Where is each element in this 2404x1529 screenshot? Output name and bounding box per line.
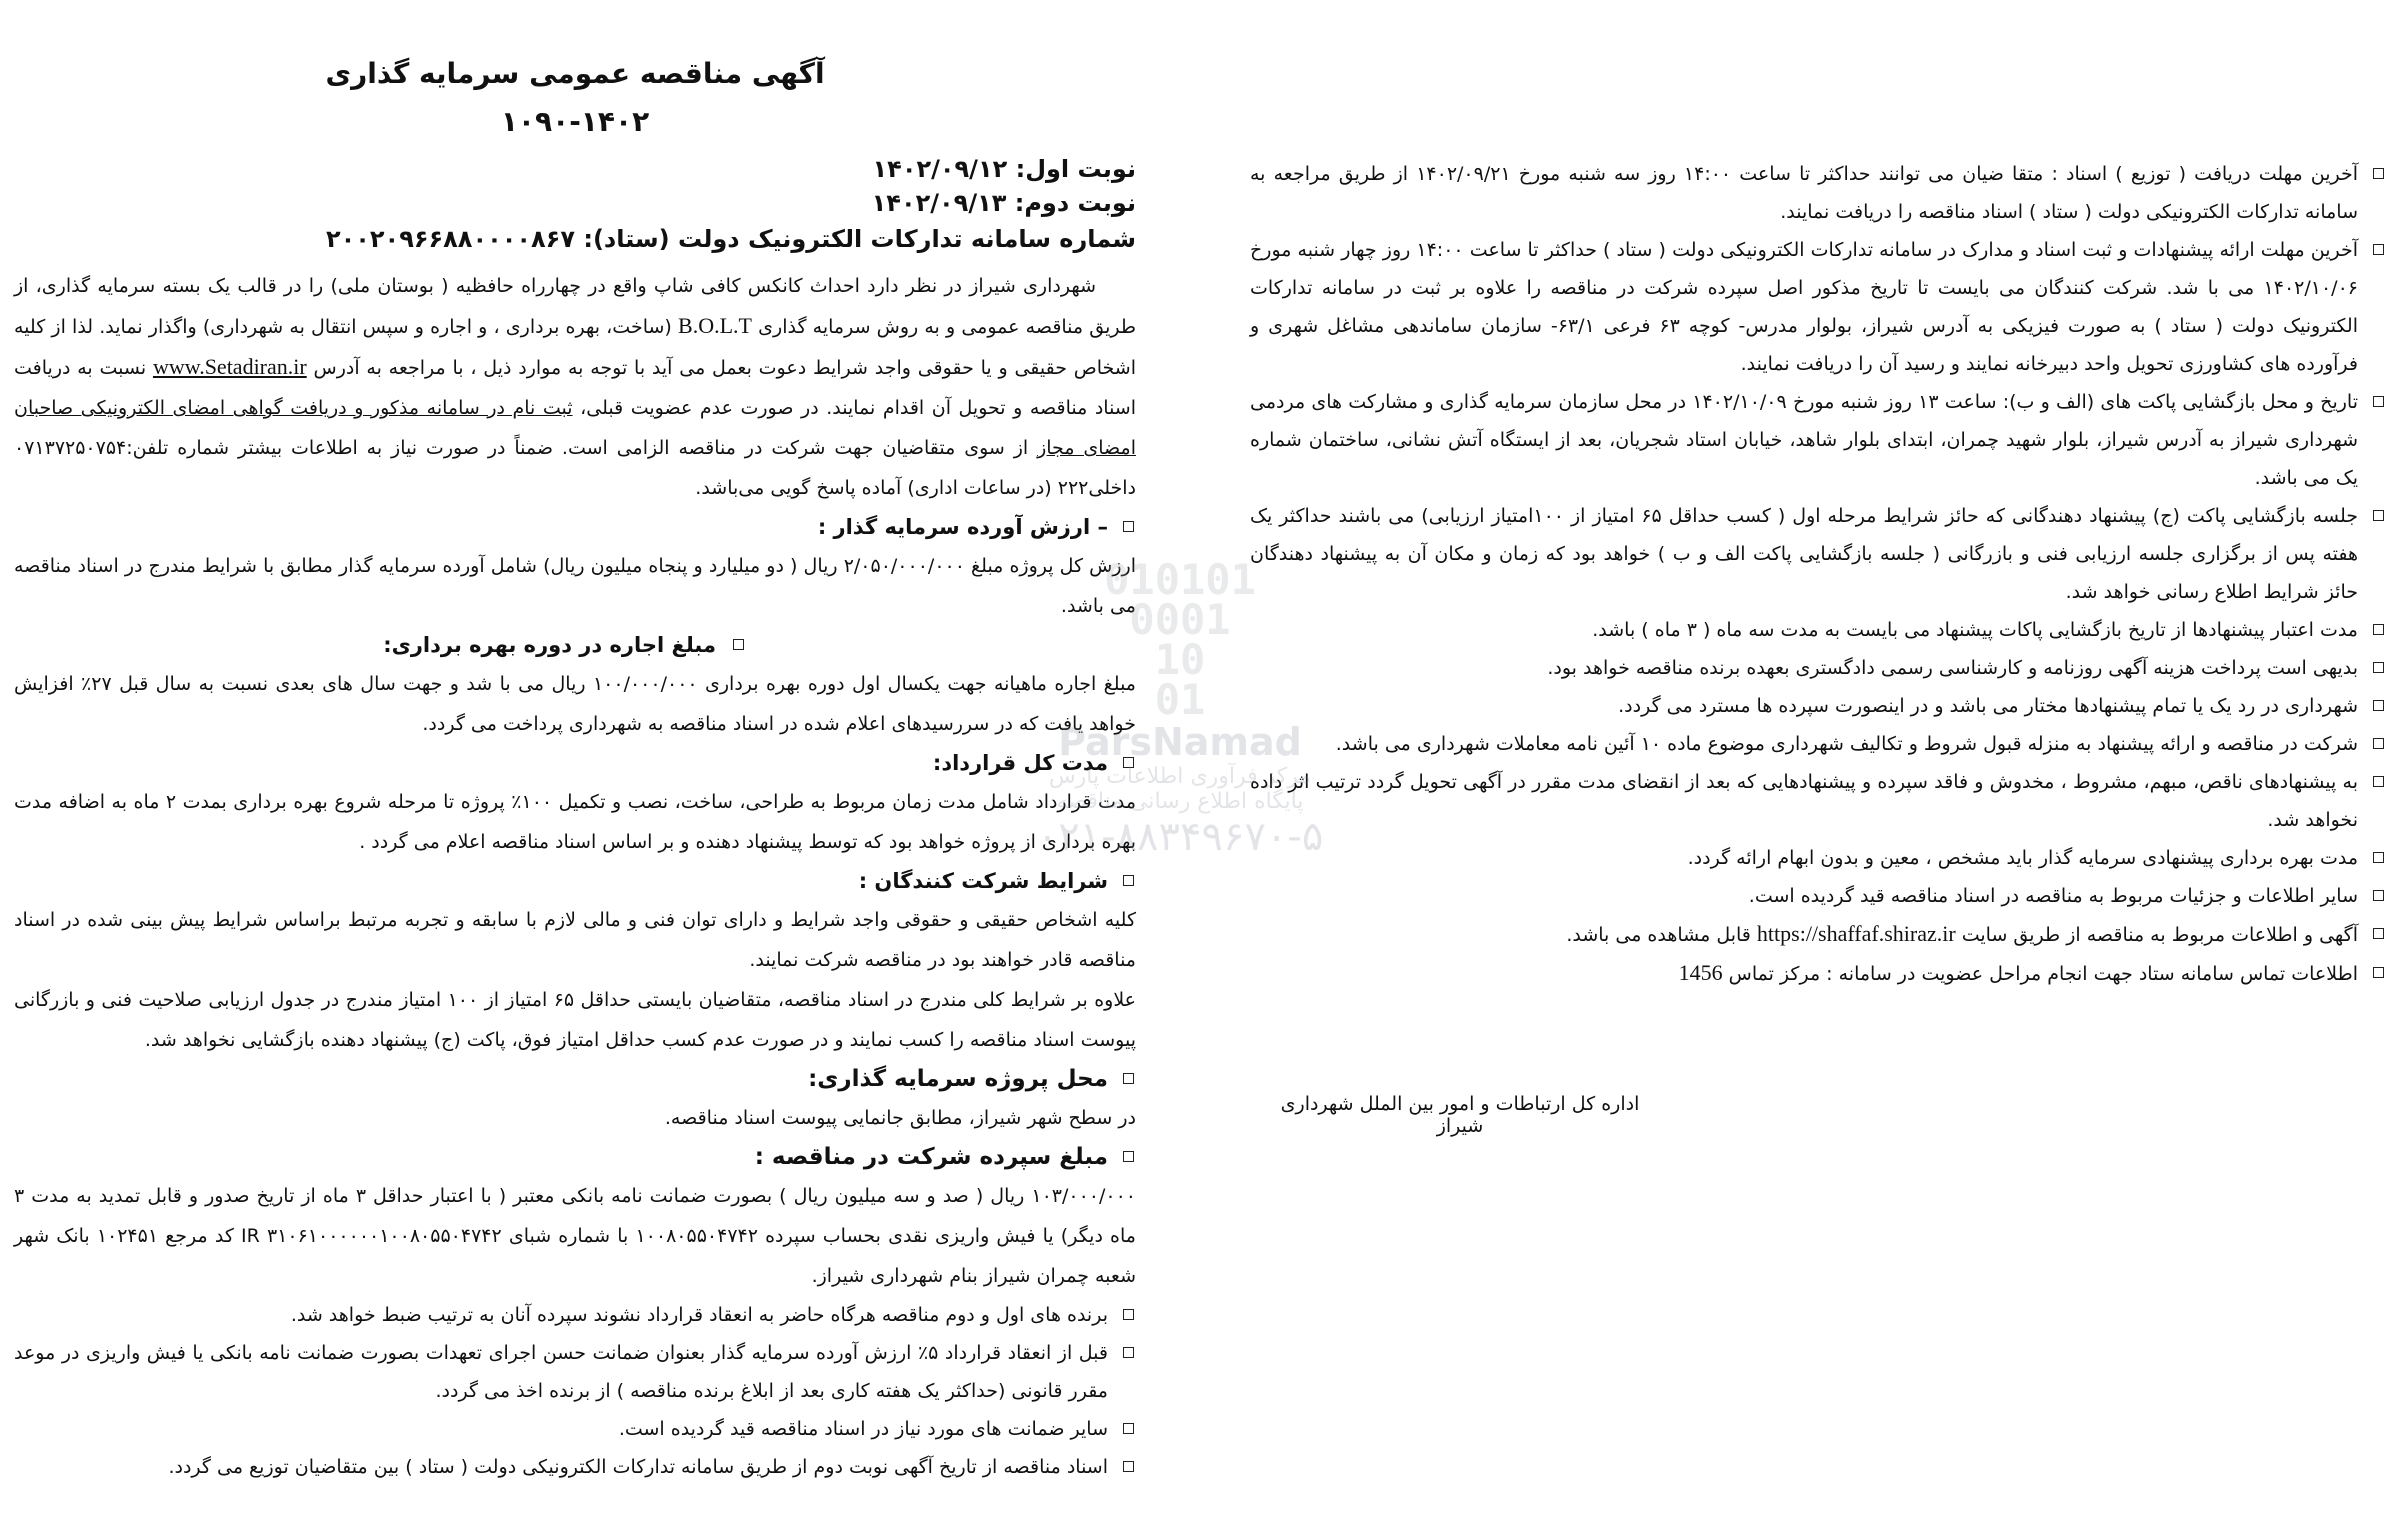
bullet-document-distribution: اسناد مناقصه از تاریخ آگهی نوبت دوم از طریق سامانه تدارکات الکترونیکی دولت ( ستاد ) بین متقاضیان توزیع می گردد. xyxy=(14,1448,1136,1486)
intro-paragraph: شهرداری شیراز در نظر دارد احداث کانکس کافی شاپ واقع در چهارراه حافظیه ( بوستان ملی) را در قالب یک بسته سرمایه گذاری، از طریق مناقصه عمومی و به روش سرمایه گذاری B.O.L.T (ساخت، بهره برداری ، و اجاره و سپس انتقال به شهرداری) واگذار نماید. لذا از کلیه اشخاص حقیقی و یا حقوقی واجد شرایط دعوت بعمل می آید با توجه به موارد ذیل ، با مراجعه به آدرس www.Setadiran.ir نسبت به دریافت اسناد مناقصه و تحویل آن اقدام نمایند. در صورت عدم عضویت قبلی، ثبت نام در سامانه مذکور و دریافت گواهی امضای الکترونیکی صاحبان امضای مجاز از سوی متقاضیان جهت شرکت در مناقصه الزامی است. ضمناً در صورت نیاز به اطلاعات بیشتر شماره تلفن:۰۷۱۳۷۲۵۰۷۵۴ داخلی۲۲۲ (در ساعات اداری) آماده پاسخ گویی می‌باشد. xyxy=(14,275,1137,499)
setadiran-link[interactable]: www.Setadiran.ir xyxy=(152,354,307,379)
checkbox-bullet-icon xyxy=(1123,521,1134,532)
checkbox-bullet-icon xyxy=(2373,244,2384,255)
setad-system-number: شماره سامانه تدارکات الکترونیک دولت (ستاد): ۲۰۰۲۰۹۶۶۸۸۰۰۰۰۸۶۷ xyxy=(325,225,1136,253)
watermark-binary-line: 10 xyxy=(1154,635,1206,684)
checkbox-bullet-icon xyxy=(2373,967,2384,978)
watermark-phone: ۰۲۱-۸۸۳۴۹۶۷۰-۵ xyxy=(1036,814,1324,860)
contract-duration-text: مدت قرارداد شامل مدت زمان مربوط به طراحی، ساخت، نصب و تکمیل ۱۰۰٪ پروژه تا مرحله شروع بهره برداری بمدت ۲ ماه به اضافه مدت بهره برداری از پروژه خواهد بود که توسط پیشنهاد دهنده و بر اساس اسناد مناقصه اعلام می گردد . xyxy=(14,791,1136,853)
checkbox-bullet-icon xyxy=(2373,852,2384,863)
announcement-column xyxy=(14,50,1136,1486)
bullet-opening-ab: تاریخ و محل بازگشایی پاکت های (الف و ب): ساعت ۱۳ روز شنبه مورخ ۱۴۰۲/۱۰/۰۹ در محل سازمان سرمایه گذاری و مشارکت های مردمی شهرداری شیراز به آدرس شیراز، بلوار شهید چمران، ابتدای بلوار شاهد، خیابان استاد شجریان، بعد از ایستگاه آتش نشانی، ساختمان شماره یک می باشد. xyxy=(1250,383,2386,497)
participant-conditions-text: کلیه اشخاص حقیقی و حقوقی واجد شرایط و دارای توان فنی و مالی لازم با سابقه و تجربه مرتبط براساس شرایط پیش بینی شده در اسناد مناقصه قادر خواهند بود در مناقصه شرکت نمایند. xyxy=(14,909,1136,971)
checkbox-bullet-icon xyxy=(1123,1461,1134,1472)
watermark-binary-line: 01 xyxy=(1154,675,1206,724)
checkbox-bullet-icon xyxy=(1123,1423,1134,1434)
bullet-proposal-deadline: آخرین مهلت ارائه پیشنهادات و ثبت اسناد و مدارک در سامانه تدارکات الکترونیکی دولت ( ستاد ) حداکثر تا ساعت ۱۴:۰۰ روز چهار شنبه مورخ ۱۴۰۲/۱۰/۰۶ می با شد. شرکت کنندگان می بایست تا تاریخ مذکور اصل سپرده شرکت در مناقصه را علاوه بر ثبت در سامانه تدارکات الکترونیک دولت ( ستاد ) به صورت فیزیکی به آدرس شیراز، بولوار مدرس- کوچه ۶۳ فرعی ۶۳/۱- سازمان ساماندهی مشاغل شهری و فرآورده های کشاورزی تحویل واحد دبیرخانه نمایند و رسید آن را دریافت نمایند. xyxy=(1250,231,2386,383)
bullet-contact: اطلاعات تماس سامانه ستاد جهت انجام مراحل عضویت در سامانه : مرکز تماس 1456 xyxy=(1250,954,2386,993)
checkbox-bullet-icon xyxy=(2373,700,2384,711)
bullet-other-info: سایر اطلاعات و جزئیات مربوط به مناقصه در اسناد مناقصه قید گردیده است. xyxy=(1250,877,2386,915)
checkbox-bullet-icon xyxy=(2373,928,2384,939)
checkbox-bullet-icon xyxy=(1123,1073,1134,1084)
watermark-caption: مرکز فرآوری اطلاعات پارس xyxy=(1048,764,1312,789)
notice-title: آگهی مناقصه عمومی سرمایه گذاری xyxy=(325,57,825,90)
issuer-signature: اداره کل ارتباطات و امور بین الملل شهرداری شیراز xyxy=(1280,1093,1640,1137)
checkbox-bullet-icon xyxy=(733,639,744,650)
second-publication: نوبت دوم: ۱۴۰۲/۰۹/۱۳ xyxy=(871,189,1136,217)
checkbox-bullet-icon xyxy=(1123,1151,1134,1162)
watermark-binary-line: 0001 xyxy=(1129,595,1231,644)
watermark-caption: پایگاه اطلاع رسانی مناقصه xyxy=(1056,789,1304,814)
checkbox-bullet-icon xyxy=(2373,396,2384,407)
checkbox-bullet-icon xyxy=(2373,624,2384,635)
bullet-rejection-right: شهرداری در رد یک یا تمام پیشنهادها مختار می باشد و در اینصورت سپرده ها مسترد می گردد. xyxy=(1250,687,2386,725)
bullet-acceptance: شرکت در مناقصه و ارائه پیشنهاد به منزله قبول شروط و تکالیف شهرداری موضوع ماده ۱۰ آئین نامه معاملات شهرداری می باشد. xyxy=(1250,725,2386,763)
notice-number: ۱۰۹۰-۱۴۰۲ xyxy=(500,105,650,138)
checkbox-bullet-icon xyxy=(1123,1309,1134,1320)
bullet-operation-period: مدت بهره برداری پیشنهادی سرمایه گذار باید مشخص ، معین و بدون ابهام ارائه گردد. xyxy=(1250,839,2386,877)
bullet-website: آگهی و اطلاعات مربوط به مناقصه از طریق سایت https://shaffaf.shiraz.ir قابل مشاهده می باشد. xyxy=(1250,915,2386,954)
phone-number: ۰۷۱۳۷۲۵۰۷۵۴ xyxy=(14,437,127,459)
checkbox-bullet-icon xyxy=(1123,757,1134,768)
checkbox-bullet-icon xyxy=(2373,168,2384,179)
bullet-validity: مدت اعتبار پیشنهادها از تاریخ بازگشایی پاکات پیشنهاد می بایست به مدت سه ماه ( ۳ ماه ) باشد. xyxy=(1250,611,2386,649)
section-deposit: مبلغ سپرده شرکت در مناقصه : xyxy=(14,1138,1136,1176)
checkbox-bullet-icon xyxy=(2373,662,2384,673)
bullet-deposit-forfeit: برنده های اول و دوم مناقصه هرگاه حاضر به انعقاد قرارداد نشوند سپرده آنان به ترتیب ضبط خواهد شد. xyxy=(14,1296,1136,1334)
rent-amount-text: مبلغ اجاره ماهیانه جهت یکسال اول دوره بهره برداری ۱۰۰/۰۰۰/۰۰۰ ریال می با شد و جهت سال های بعدی نسبت به سال قبل ۲۷٪ افزایش خواهد یافت که در سررسیدهای اعلام شده در اسناد مناقصه به شهرداری پرداخت می گردد. xyxy=(14,673,1136,735)
section-contract-duration: مدت کل قرارداد: xyxy=(14,744,1136,782)
watermark-brand: ParsNamad xyxy=(1058,720,1302,764)
checkbox-bullet-icon xyxy=(1123,1347,1134,1358)
section-rent-amount: مبلغ اجاره در دوره بهره برداری: xyxy=(14,626,1136,664)
call-center-number: 1456 xyxy=(1678,960,1723,985)
deposit-text: ۱۰۳/۰۰۰/۰۰۰ ریال ( صد و سه میلیون ریال ) بصورت ضمانت نامه بانکی معتبر ( با اعتبار حداقل ۳ ماه از تاریخ صدور و قابل تمدید به مدت ۳ ماه دیگر) یا فیش واریزی نقدی بحساب سپرده ۱۰۰۸۰۵۵۰۴۷۴۲ با شماره شبای ۳۱۰۶۱۰۰۰۰۰۰۱۰۰۸۰۵۵۰۴۷۴۲ IR کد مرجع ۱۰۲۴۵۱ بانک شهر شعبه چمران شیراز بنام شهرداری شیراز. xyxy=(14,1185,1137,1287)
section-project-location: محل پروژه سرمایه گذاری: xyxy=(14,1060,1136,1098)
transparency-site-link[interactable]: https://shaffaf.shiraz.ir xyxy=(1756,921,1956,946)
conditions-column xyxy=(1250,155,2386,993)
investor-contribution-text: ارزش کل پروژه مبلغ ۲/۰۵۰/۰۰۰/۰۰۰ ریال ( دو میلیارد و پنجاه میلیون ریال) شامل آورده سرمایه گذار مطابق با شرایط مندرج در اسناد مناقصه می باشد. xyxy=(14,555,1136,617)
checkbox-bullet-icon xyxy=(2373,776,2384,787)
section-investor-contribution: – ارزش آورده سرمایه گذار : xyxy=(14,508,1136,546)
first-publication: نوبت اول: ۱۴۰۲/۰۹/۱۲ xyxy=(872,155,1136,183)
watermark-binary-line: 010101 xyxy=(1104,555,1256,604)
bullet-incomplete-proposals: به پیشنهادهای ناقص، مبهم، مشروط ، مخدوش و فاقد سپرده و پیشنهادهایی که بعد از انقضای مدت مقرر در آگهی تحویل گردد ترتیب اثر داده نخواهد شد. xyxy=(1250,763,2386,839)
section-participant-conditions: شرایط شرکت کنندگان : xyxy=(14,862,1136,900)
bullet-document-deadline: آخرین مهلت دریافت ( توزیع ) اسناد : متقا ضیان می توانند حداکثر تا ساعت ۱۴:۰۰ روز سه شنبه مورخ ۱۴۰۲/۰۹/۲۱ از طریق مراجعه به سامانه تدارکات الکترونیکی دولت ( ستاد ) اسناد مناقصه را دریافت نمایند. xyxy=(1250,155,2386,231)
checkbox-bullet-icon xyxy=(2373,510,2384,521)
bullet-performance-guarantee: قبل از انعقاد قرارداد ۵٪ ارزش آورده سرمایه گذار بعنوان ضمانت حسن اجرای تعهدات بصورت ضمانت نامه بانکی یا فیش واریزی در موعد مقرر قانونی (حداکثر یک هفته کاری بعد از ابلاغ برنده مناقصه ) از برنده اخذ می گردد. xyxy=(14,1334,1136,1410)
project-location-text: در سطح شهر شیراز، مطابق جانمایی پیوست اسناد مناقصه. xyxy=(664,1107,1136,1129)
checkbox-bullet-icon xyxy=(2373,890,2384,901)
participant-score-text: علاوه بر شرایط کلی مندرج در اسناد مناقصه، متقاضیان بایستی حداقل ۶۵ امتیاز از ۱۰۰ امتیاز مندرج در جدول ارزیابی صلاحیت فنی و بازرگانی پیوست اسناد مناقصه را کسب نمایند و در صورت عدم کسب حداقل امتیاز فوق، پاکت (ج) پیشنهاد دهنده بازگشایی نخواهد شد. xyxy=(14,989,1137,1051)
checkbox-bullet-icon xyxy=(2373,738,2384,749)
checkbox-bullet-icon xyxy=(1123,875,1134,886)
bullet-other-guarantees: سایر ضمانت های مورد نیاز در اسناد مناقصه قید گردیده است. xyxy=(14,1410,1136,1448)
bullet-ad-cost: بدیهی است پرداخت هزینه آگهی روزنامه و کارشناسی رسمی دادگستری بعهده برنده مناقصه خواهد بود. xyxy=(1250,649,2386,687)
bullet-opening-c: جلسه بازگشایی پاکت (ج) پیشنهاد دهندگانی که حائز شرایط مرحله اول ( کسب حداقل ۶۵ امتیاز از ۱۰۰امتیاز ارزیابی) می باشند حداکثر یک هفته پس از برگزاری جلسه ارزیابی فنی و بازرگانی ( جلسه بازگشایی پاکت الف و ب ) خواهد بود که زمان و مکان آن به پیشنهاد دهندگان حائز شرایط اطلاع رسانی خواهد شد. xyxy=(1250,497,2386,611)
